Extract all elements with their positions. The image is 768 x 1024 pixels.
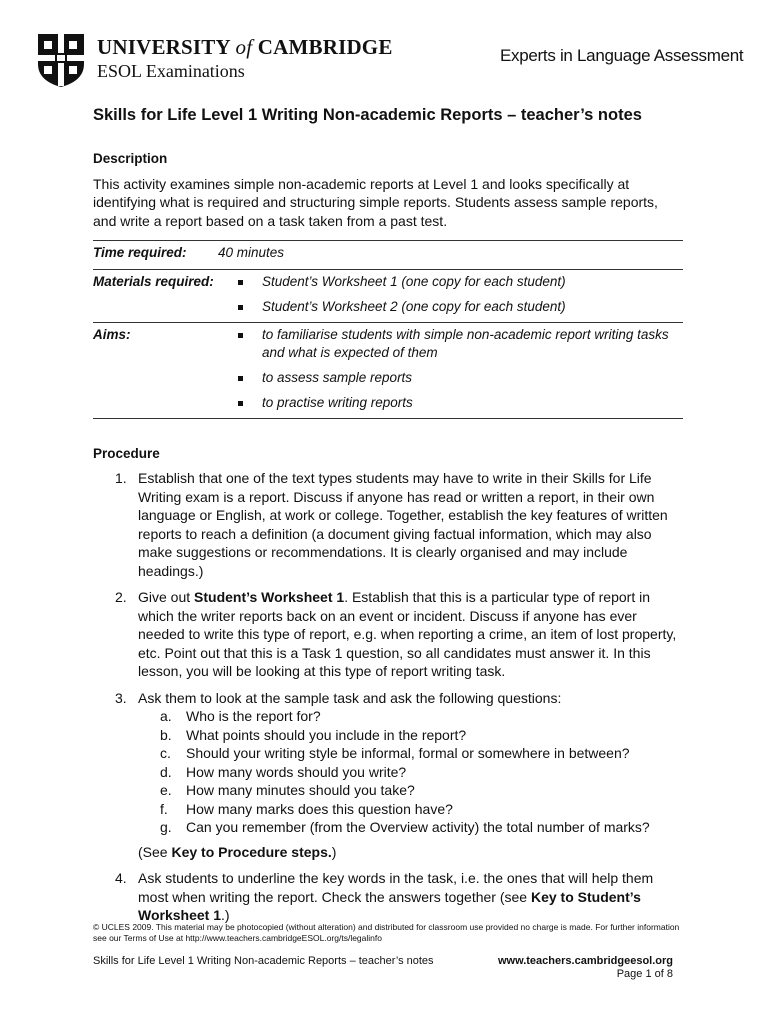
materials-list — [218, 273, 683, 316]
list-item: e. How many minutes should you take? — [160, 782, 415, 798]
square-bullet-icon — [238, 401, 243, 406]
aims-row — [93, 322, 683, 418]
footer-url-link[interactable]: www.teachers.cambridgeesol.org — [497, 955, 673, 967]
square-bullet-icon — [238, 305, 243, 310]
list-item: to assess sample reports — [218, 369, 683, 387]
list-item: to practise writing reports — [218, 394, 683, 412]
see-key-note: (See Key to Procedure steps.) — [138, 843, 337, 860]
description-heading: Description — [93, 151, 168, 166]
cambridge-crest-icon — [36, 32, 86, 88]
square-bullet-icon — [238, 376, 243, 381]
document-body — [93, 104, 683, 933]
procedure-heading: Procedure — [93, 445, 160, 461]
materials-label: Materials required: — [93, 273, 214, 289]
footer-doc-name: Skills for Life Level 1 Writing Non-academic Reports – teacher’s notes — [93, 955, 434, 967]
page-header — [0, 0, 768, 95]
list-item: to familiarise students with simple non-academic report writing tasks and what is expected of them — [218, 326, 683, 362]
legal-notice: © UCLES 2009. This material may be photocopied (without alteration) and distributed for classroom use provided no charge is made. For further information see our Terms of Use at http://www.teachers.cambridgeESOL.org/ts/legalinfo — [93, 922, 680, 943]
materials-row — [93, 269, 683, 322]
procedure-step-4: 4. Ask students to underline the key words in the task, i.e. the ones that will help them most when writing the report. Check the answers together (see Key to Student’s Worksheet 1.) — [115, 870, 654, 923]
page-number: Page 1 of 8 — [616, 968, 673, 980]
info-table — [93, 240, 683, 419]
list-item: c. Should your writing style be informal, formal or somewhere in between? — [160, 745, 630, 761]
list-item: Student’s Worksheet 1 (one copy for each student) — [218, 273, 683, 291]
esol-subtitle: ESOL Examinations — [97, 61, 245, 81]
list-item: b. What points should you include in the report? — [160, 726, 467, 743]
procedure-step-2: 2. Give out Student’s Worksheet 1. Establish that this is a particular type of report in which the writer reports back on an event or incident. Discuss if anyone has ever needed to write this type of report, e.g. when reporting a crime, an item of lost property, etc. Point out that this is a Task 1 question, so all candidates must answer it. In this lesson, you will be looking at this type of report writing task. — [115, 589, 677, 679]
page-title: Skills for Life Level 1 Writing Non-academic Reports – teacher’s notes — [93, 106, 642, 124]
list-item: Student’s Worksheet 2 (one copy for each student) — [218, 298, 683, 316]
aims-list — [218, 326, 683, 412]
procedure-step-1: 1. Establish that one of the text types students may have to write in their Skills for Life Writing exam is a report. Discuss if anyone has read or written a report, in their own language or English, at work or college. Together, establish the key features of written reports to reach a definition (a document giving factual information, which may also make suggestions or recommendations. It is clearly organised and may include headings.) — [115, 470, 668, 579]
list-item: f. How many marks does this question have? — [160, 800, 453, 817]
list-item: a. Who is the report for? — [160, 708, 321, 724]
square-bullet-icon — [238, 280, 243, 285]
procedure-step-3: 3. Ask them to look at the sample task and ask the following questions: a. Who is the report for? b. What points should you include in the report? c. Should your writing style be informal, formal or somewhere in between? d. How many words should you write? e. How many minutes should you take? f. How many marks does this question have? g. Can you remember (from the Overview activity) the total number of marks? (See Key to Procedure steps.) — [93, 689, 683, 862]
question-list — [138, 707, 683, 837]
list-item: d. How many words should you write? — [160, 763, 407, 780]
footer-right — [470, 955, 673, 981]
aims-label: Aims: — [93, 326, 131, 342]
square-bullet-icon — [238, 333, 243, 338]
university-name: UNIVERSITY of CAMBRIDGE — [97, 35, 393, 59]
description-text: This activity examines simple non-academic reports at Level 1 and looks specifically at identifying what is required and structuring simple reports. Students assess sample reports, and write a report based on a task taken from a past test. — [93, 175, 658, 229]
procedure-steps — [93, 469, 683, 925]
list-item: g. Can you remember (from the Overview activity) the total number of marks? — [160, 819, 650, 835]
tagline: Experts in Language Assessment — [500, 46, 744, 65]
time-row — [93, 241, 683, 270]
time-label: Time required: — [93, 245, 187, 260]
time-value: 40 minutes — [218, 245, 285, 260]
